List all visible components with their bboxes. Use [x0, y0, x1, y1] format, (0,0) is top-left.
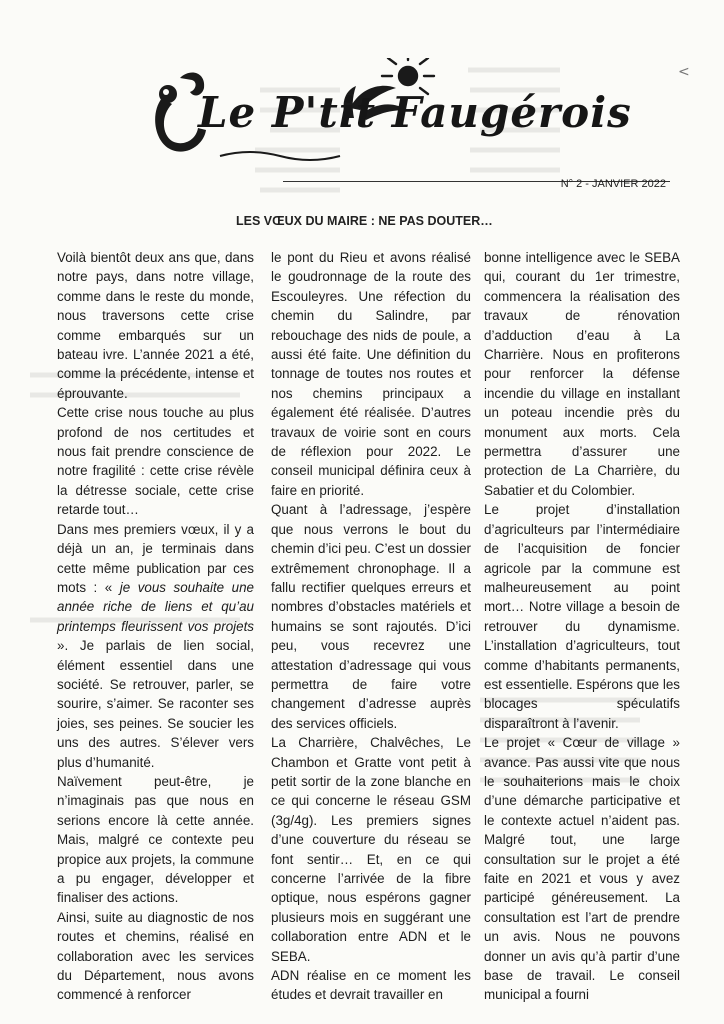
quote-italic: je vous souhaite une année riche de liens et qu’au printemps fleurissent vos projets [57, 579, 254, 634]
paragraph-text: Dans mes premiers vœux, il y a déjà un an, je terminais dans cette même publication par ces mots : « [57, 521, 254, 595]
paragraph-with-quote [57, 520, 254, 772]
issue-number: N° 2 - JANVIER 2022 [560, 178, 666, 190]
paragraph-text: ». Je parlais de lien social, élément essentiel dans une société. Se retrouver, parler, se sourire, s’aimer. Se raconter ses joies, ses peines. Se soucier les uns des autres. S’élever vers plus d’humanité. [57, 638, 254, 770]
paragraph: Le projet d’installation d’agriculteurs par l’intermédiaire de l’acquisition de foncier agricole par la commune est malheureusement au point mort… Notre village a besoin de retrouver du dynamisme. L’installation d’agriculteurs, tout comme d’habitants permanents, est essentielle. Espérons que les blocages spéculatifs disparaîtront à l’avenir. [484, 502, 680, 731]
paragraph: Voilà bientôt deux ans que, dans notre pays, dans notre village, comme dans le reste du monde, nous traversons cette crise comme embarqués sur un bateau ivre. L’année 2021 a été, comme la précédente, intense et éprouvante. [57, 250, 254, 401]
corner-mark: < [678, 64, 690, 80]
article-column-3 [484, 248, 680, 1005]
paragraph: Naïvement peut-être, je n’imaginais pas que nous en serions encore là cette année. Mais, malgré ce contexte peu propice aux projets, la commune a pu engager, développer et finaliser des actions. [57, 773, 254, 906]
paragraph: Cette crise nous touche au plus profond de nos certitudes et nous fait prendre conscience de notre fragilité : cette crise révèle la détresse sociale, cette crise retarde tout… [57, 405, 254, 518]
paragraph: Quant à l’adressage, j’espère que nous verrons le bout du chemin d’ici peu. C’est un dossier extrêmement chronophage. Il a fallu rectifier quelques erreurs et nombres d’obstacles matériels et humains se sont rajoutés. D’ici peu, vous recevrez une attestation d’adressage qui vous permettra de faire votre changement d’adresse auprès des services officiels. [271, 502, 471, 731]
masthead [150, 58, 632, 176]
paragraph: le pont du Rieu et avons réalisé le goudronnage de la route des Escouleyres. Une réfection du chemin du Salindre, par rebouchage des nids de poule, a aussi été faite. Une définition du tonnage de toutes nos routes et nos chemins principaux a également été réalisée. D’autres travaux de voirie sont en cours de réflexion pour 2022. Le conseil municipal définira ceux à faire en priorité. [271, 250, 471, 498]
article-headline: LES VŒUX DU MAIRE : NE PAS DOUTER… [236, 214, 493, 228]
paragraph: Le projet « Cœur de village » avance. Pas aussi vite que nous le souhaiterions mais le choix d’une démarche participative et le contexte actuel n’aident pas. Malgré tout, une large consultation sur le projet a été faite en 2021 et vous y avez participé généreusement. La consultation est l’art de prendre un avis. Nous ne pouvons donner un avis qu’à partir d’une base de travail. Le conseil municipal a fourni [484, 735, 680, 1003]
article-column-1 [57, 248, 254, 1005]
paragraph: Ainsi, suite au diagnostic de nos routes et chemins, réalisé en collaboration avec les services du Département, nous avons commencé à renforcer [57, 909, 254, 1003]
article-column-2 [271, 248, 471, 1005]
paragraph: ADN réalise en ce moment les études et devrait travailler en [271, 968, 471, 1003]
masthead-title: Le P'tit Faugérois [198, 88, 632, 137]
paragraph: bonne intelligence avec le SEBA qui, courant du 1er trimestre, commencera la réalisation des travaux de rénovation d’adduction d’eau à La Charrière. Nous en profiterons pour renforcer la défense incendie du village en installant un poteau incendie près du monument aux morts. Cela permettra d’assurer une protection de La Charrière, du Sabatier et du Colombier. [484, 250, 680, 498]
paragraph: La Charrière, Chalvêches, Le Chambon et Gratte vont petit à petit sortir de la zone blanche en ce qui concerne le réseau GSM (3g/4g). Les premiers signes d’une couverture du réseau se font sentir… Et, en ce qui concerne l’arrivée de la fibre optique, nous espérons gagner plusieurs mois en suggérant une collaboration entre ADN et le SEBA. [271, 735, 471, 964]
